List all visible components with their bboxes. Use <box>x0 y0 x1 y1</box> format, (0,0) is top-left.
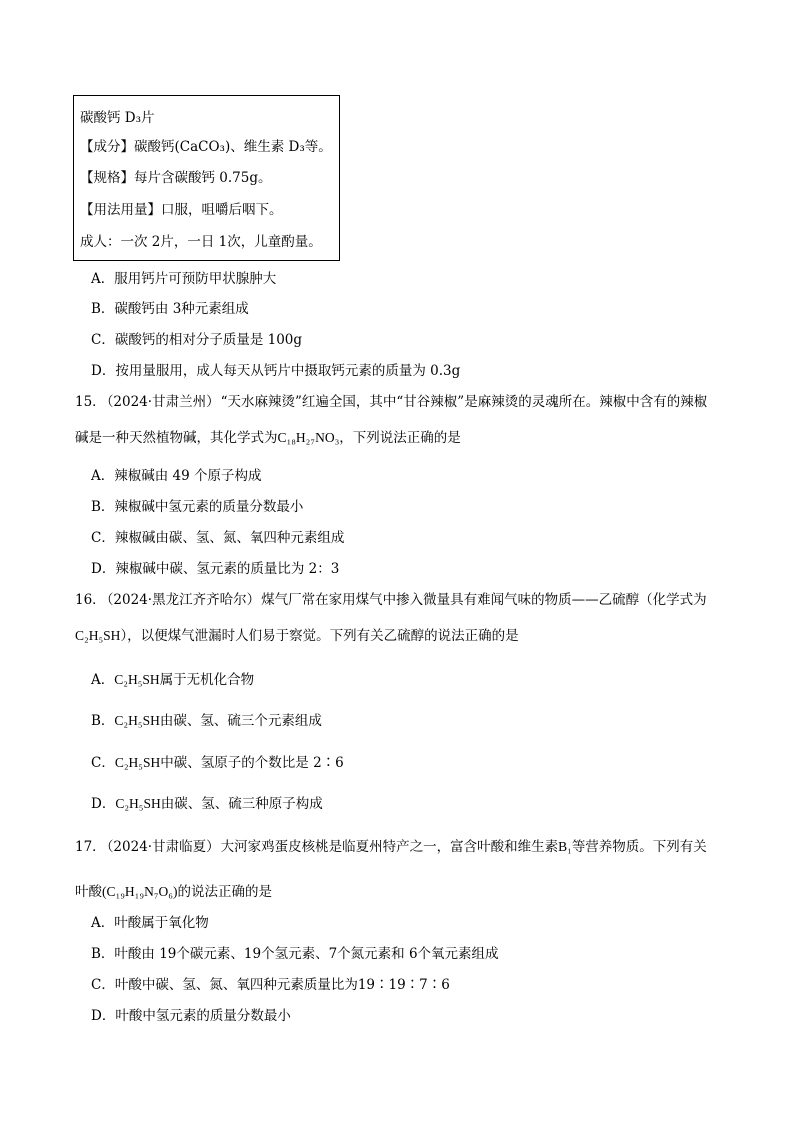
q16-option-a-text: 属于无机化合物 <box>159 672 255 688</box>
q16-option-d <box>91 797 323 812</box>
q16-number: 16． <box>75 592 106 608</box>
q17-number: 17． <box>75 839 106 855</box>
q14-option-c: C．碳酸钙的相对分子质量是 100g <box>91 332 303 348</box>
q16-option-a-formula: C₂H₅SH <box>114 672 160 687</box>
q15-option-c: C．辣椒碱由碳、氢、氮、氧四种元素组成 <box>91 530 345 546</box>
q16-stem-line2 <box>75 629 519 644</box>
q16-formula: C₂H₅SH <box>75 628 121 643</box>
q16-option-d-text: 由碳、氢、硫三种原子构成 <box>160 796 323 812</box>
q17-line2-post: 的说法正确的是 <box>177 884 272 900</box>
q15-option-b: B．辣椒碱中氢元素的质量分数最小 <box>91 499 304 515</box>
q17-option-a: A．叶酸属于氧化物 <box>91 915 209 931</box>
q17-line2-pre: 叶酸 <box>75 884 102 900</box>
q16-option-b-letter: B． <box>91 713 115 729</box>
q15-formula: C₁₈H₂₇NO₃ <box>277 430 340 445</box>
q15-stem-line2 <box>75 431 461 446</box>
label-title: 碳酸钙 D₃片 <box>80 110 155 126</box>
label-ingredients: 【成分】碳酸钙(CaCO₃)、维生素 D₃等。 <box>80 139 332 155</box>
label-spec: 【规格】每片含碳酸钙 0.75g。 <box>80 170 272 186</box>
label-usage: 【用法用量】口服，咀嚼后咽下。 <box>80 202 283 218</box>
q17-stem-line1 <box>75 840 707 855</box>
q17-vitamin: B₁ <box>558 839 572 854</box>
q15-number: 15． <box>75 394 106 410</box>
q16-option-d-formula: C₂H₅SH <box>115 796 161 811</box>
q15-line2-pre: 碱是一种天然植物碱，其化学式为 <box>75 430 278 446</box>
q16-option-b-text: 由碳、氢、硫三个元素组成 <box>159 713 322 729</box>
q17-line1: 大河家鸡蛋皮核桃是临夏州特产之一，富含叶酸和维生素 <box>220 839 559 855</box>
q16-option-c-formula: C₂H₅SH <box>114 755 161 770</box>
q16-option-b <box>91 714 322 729</box>
q16-line2-post: ），以便煤气泄漏时人们易于察觉。下列有关乙硫醇的说法正确的是 <box>120 628 519 644</box>
q16-option-a-letter: A． <box>91 672 115 688</box>
q16-option-d-letter: D． <box>91 796 116 812</box>
q15-line2-post: ，下列说法正确的是 <box>339 430 461 446</box>
q16-option-c <box>91 756 344 771</box>
q16-stem-line1 <box>75 594 707 608</box>
q14-option-a: A．服用钙片可预防甲状腺肿大 <box>91 271 277 287</box>
q16-line1: 煤气厂常在家用煤气中掺入微量具有难闻气味的物质——乙硫醇（化学式为 <box>261 592 707 608</box>
q15-source: （2024·甘肃兰州） <box>106 394 220 410</box>
q17-source: （2024·甘肃临夏） <box>106 839 220 855</box>
q15-line1: “天水麻辣烫”红遍全国，其中“甘谷辣椒”是麻辣烫的灵魂所在。辣椒中含有的辣椒 <box>220 394 708 410</box>
q14-option-d: D．按用量服用，成人每天从钙片中摄取钙元素的质量为 0.3g <box>91 363 461 379</box>
q16-option-b-formula: C₂H₅SH <box>114 713 160 728</box>
q17-option-d: D．叶酸中氢元素的质量分数最小 <box>91 1008 291 1024</box>
q16-option-c-text: 中碳、氢原子的个数比是 2∶6 <box>160 755 344 771</box>
q17-formula: (C₁₉H₁₉N₇O₆) <box>102 884 178 899</box>
label-dosage: 成人：一次 2片，一日 1次，儿童酌量。 <box>80 234 322 250</box>
q17-option-c: C．叶酸中碳、氢、氮、氧四种元素质量比为19∶19∶7∶6 <box>91 977 450 993</box>
q17-line1-post: 等营养物质。下列有关 <box>571 839 707 855</box>
q17-option-b: B．叶酸由 19个碳元素、19个氢元素、7个氮元素和 6个氧元素组成 <box>91 946 499 962</box>
q17-stem-line2 <box>75 885 272 900</box>
q16-option-c-letter: C． <box>91 755 115 771</box>
q16-source: （2024·黑龙江齐齐哈尔） <box>106 592 261 608</box>
q15-stem-line1 <box>75 396 707 410</box>
q15-option-d: D．辣椒碱中碳、氢元素的质量比为 2：3 <box>91 561 340 577</box>
q15-option-a: A．辣椒碱由 49 个原子构成 <box>91 468 262 484</box>
q14-option-b: B．碳酸钙由 3种元素组成 <box>91 301 249 317</box>
q16-option-a <box>91 673 254 688</box>
